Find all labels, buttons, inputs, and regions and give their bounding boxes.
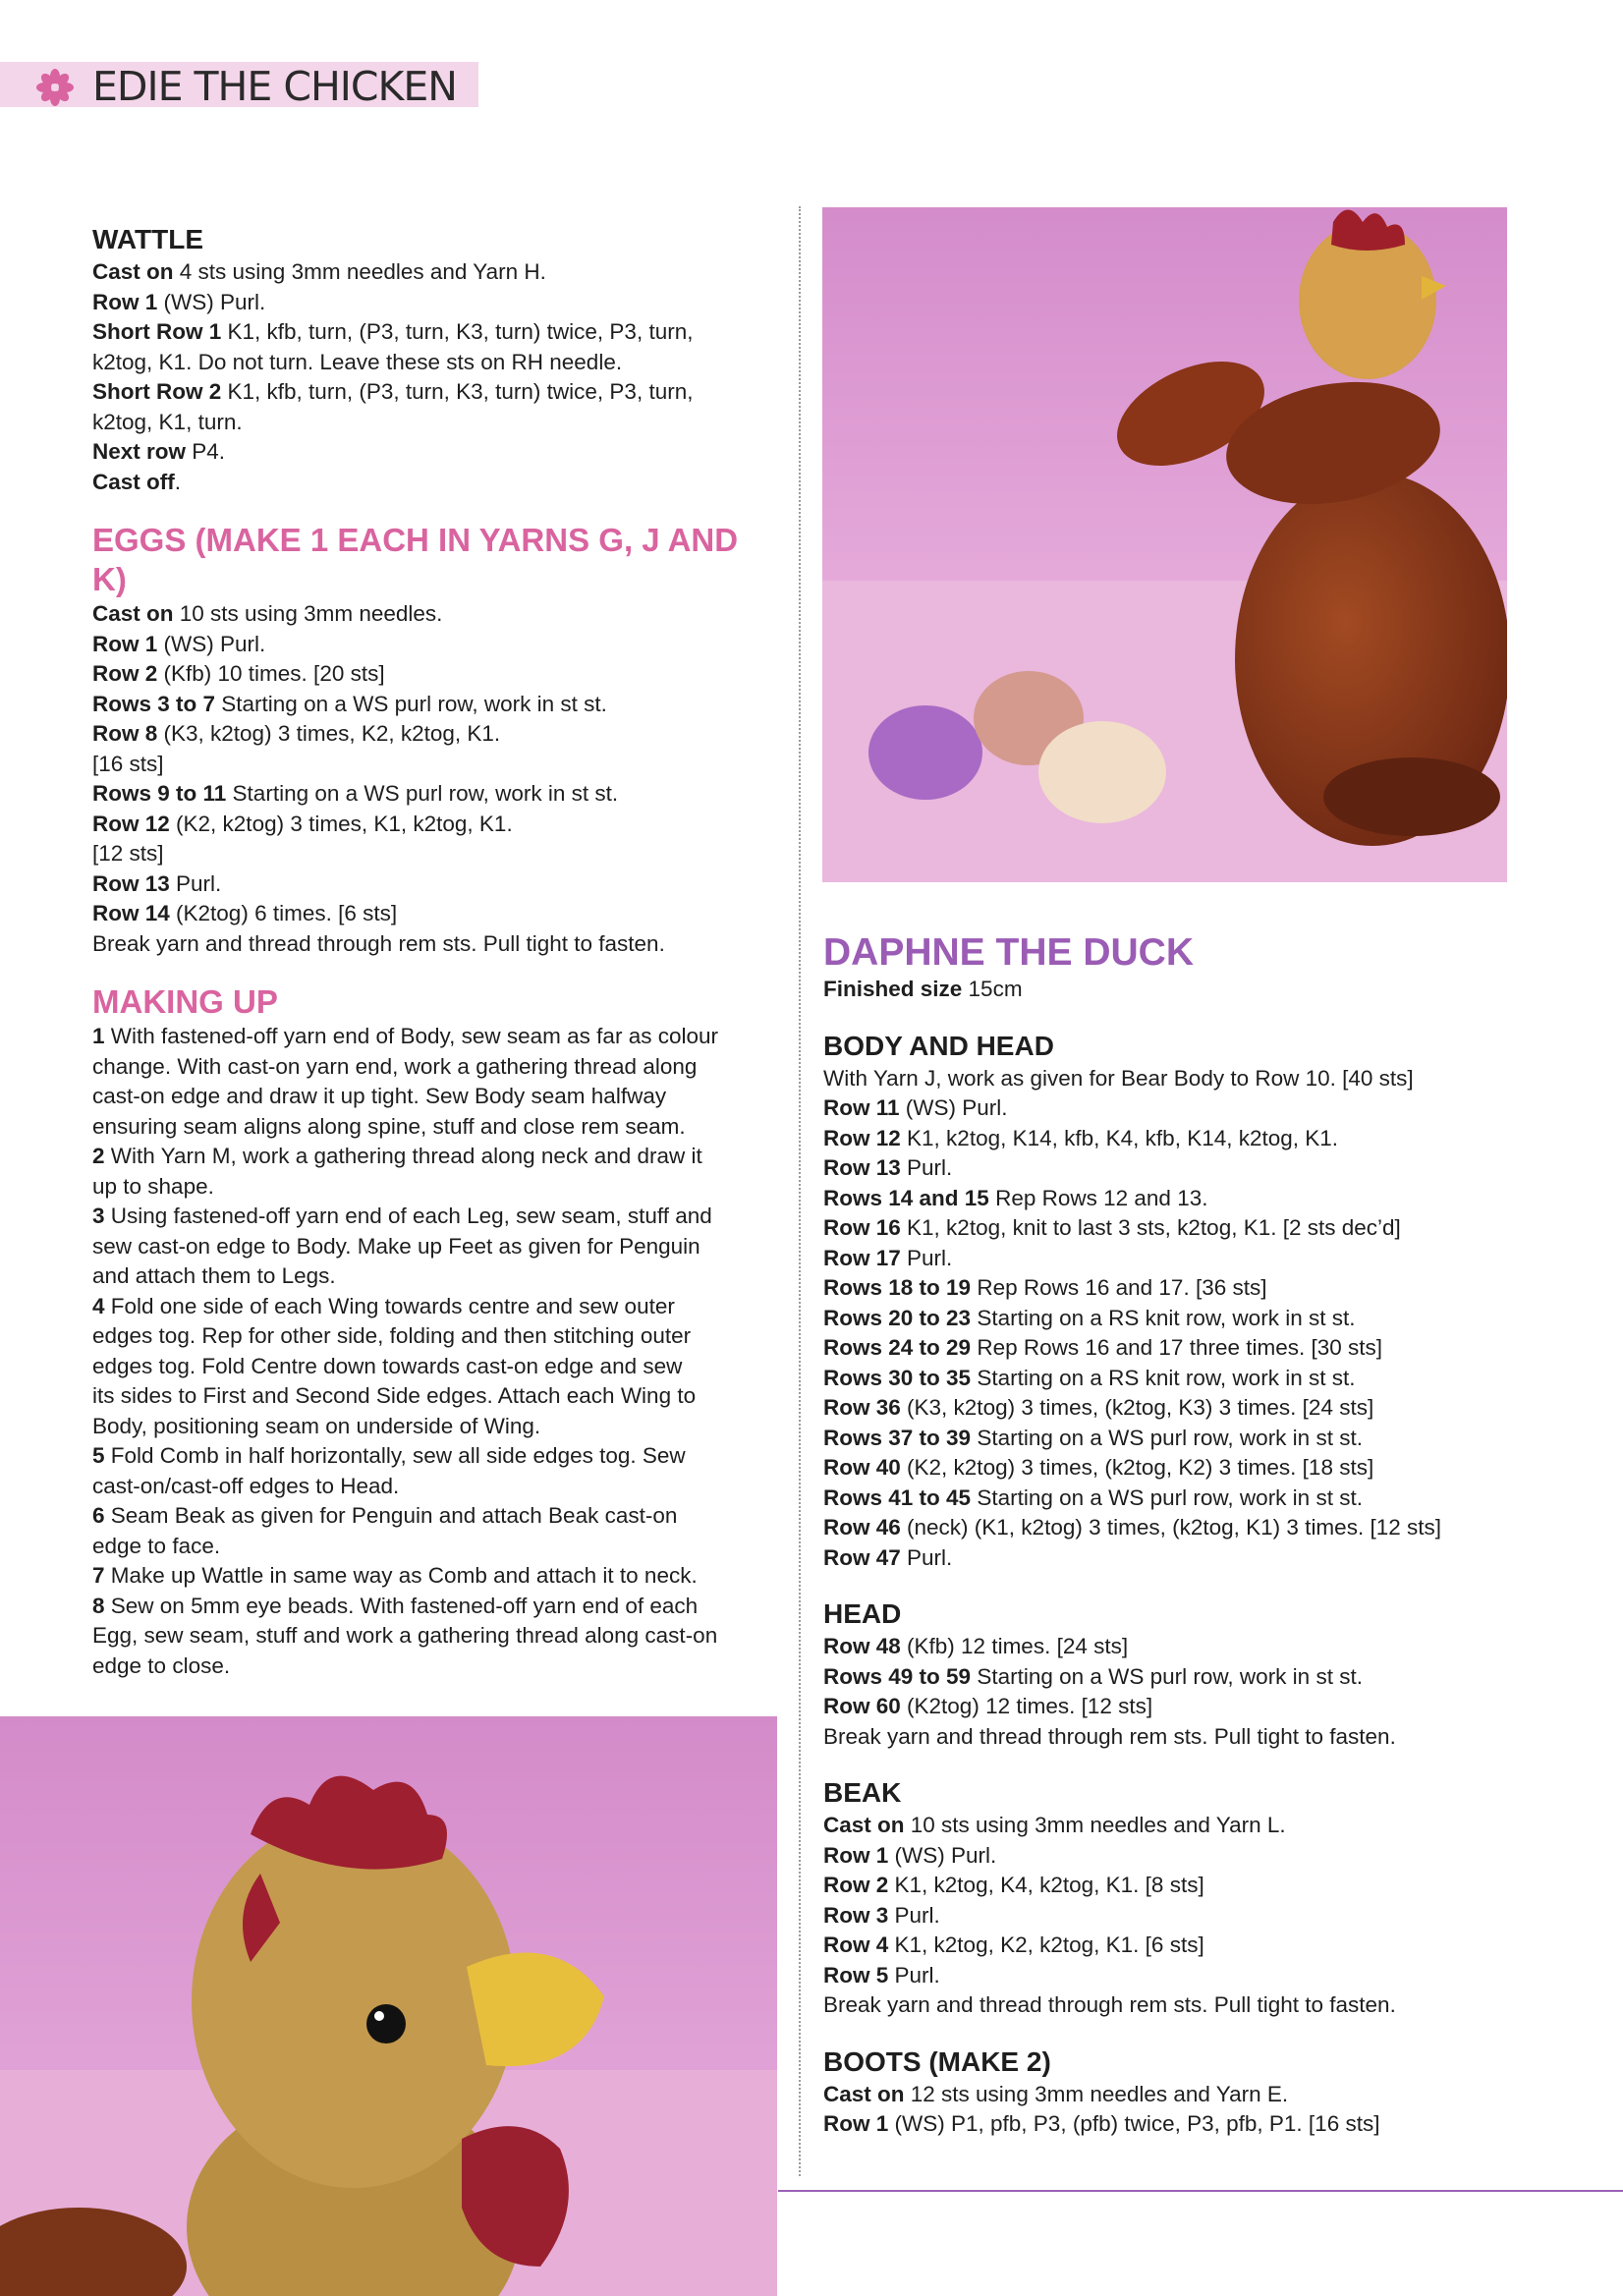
instruction-line: Break yarn and thread through rem sts. Pull tight to fasten. <box>823 1723 1396 1749</box>
instruction-line: 4 Fold one side of each Wing towards centre and sew outer <box>92 1293 675 1318</box>
flower-icon <box>35 68 75 107</box>
instruction-line: edge to close. <box>92 1652 231 1678</box>
instruction-line: Rows 30 to 35 Starting on a RS knit row, work in st st. <box>823 1365 1356 1390</box>
instruction-line: Row 2 (Kfb) 10 times. [20 sts] <box>92 661 385 686</box>
eggs-instructions <box>92 599 780 959</box>
instruction-line: Break yarn and thread through rem sts. Pull tight to fasten. <box>823 1992 1396 2017</box>
right-column <box>823 931 1511 2140</box>
head-instructions <box>823 1632 1511 1752</box>
column-divider <box>799 206 801 2176</box>
instruction-line: Row 12 K1, k2tog, K14, kfb, K4, kfb, K14, k2tog, K1. <box>823 1125 1339 1150</box>
instruction-line: [16 sts] <box>92 751 164 776</box>
instruction-line: 5 Fold Comb in half horizontally, sew all side edges tog. Sew <box>92 1443 686 1468</box>
instruction-line: Next row P4. <box>92 439 226 464</box>
instruction-line: Row 1 (WS) Purl. <box>92 289 266 314</box>
instruction-line: Row 1 (WS) P1, pfb, P3, (pfb) twice, P3, pfb, P1. [16 sts] <box>823 2111 1380 2136</box>
instruction-line: 2 With Yarn M, work a gathering thread along neck and draw it <box>92 1144 702 1168</box>
duck-title: DAPHNE THE DUCK <box>823 931 1195 974</box>
instruction-line: Rows 3 to 7 Starting on a WS purl row, work in st st. <box>92 691 607 716</box>
instruction-line: Row 47 Purl. <box>823 1544 953 1570</box>
page-header <box>0 62 478 110</box>
chicken-closeup-photo <box>0 1716 777 2296</box>
instruction-line: Row 46 (neck) (K1, k2tog) 3 times, (k2tog, K1) 3 times. [12 sts] <box>823 1515 1441 1540</box>
instruction-line: edges tog. Rep for other side, folding and then stitching outer <box>92 1323 692 1348</box>
wattle-heading: WATTLE <box>92 224 204 254</box>
instruction-line: 7 Make up Wattle in same way as Comb and attach it to neck. <box>92 1563 698 1588</box>
instruction-line: and attach them to Legs. <box>92 1263 336 1288</box>
instruction-line: With Yarn J, work as given for Bear Body to Row 10. [40 sts] <box>823 1065 1414 1091</box>
instruction-line: Row 2 K1, k2tog, K4, k2tog, K1. [8 sts] <box>823 1873 1204 1897</box>
instruction-line: 3 Using fastened-off yarn end of each Leg, sew seam, stuff and <box>92 1204 712 1228</box>
instruction-line: Rows 41 to 45 Starting on a WS purl row, work in st st. <box>823 1484 1363 1510</box>
instruction-line: up to shape. <box>92 1173 214 1199</box>
bottom-rule <box>778 2190 1623 2192</box>
instruction-line: Row 60 (K2tog) 12 times. [12 sts] <box>823 1694 1153 1718</box>
beak-instructions <box>823 1811 1511 2021</box>
instruction-line: its sides to First and Second Side edges. Attach each Wing to <box>92 1383 697 1408</box>
instruction-line: Rows 18 to 19 Rep Rows 16 and 17. [36 sts] <box>823 1275 1267 1300</box>
instruction-line: edges tog. Fold Centre down towards cast-on edge and sew <box>92 1353 683 1378</box>
instruction-line: Egg, sew seam, stuff and work a gathering thread along cast-on <box>92 1623 718 1648</box>
instruction-line: Row 4 K1, k2tog, K2, k2tog, K1. [6 sts] <box>823 1932 1204 1957</box>
boots-instructions <box>823 2080 1511 2140</box>
instruction-line: Cast on 10 sts using 3mm needles. <box>92 601 443 626</box>
instruction-line: Cast on 10 sts using 3mm needles and Yarn L. <box>823 1813 1286 1837</box>
eggs-heading: EGGS (MAKE 1 EACH IN YARNS G, J AND K) <box>92 522 739 597</box>
instruction-line: Rows 37 to 39 Starting on a WS purl row, work in st st. <box>823 1425 1363 1450</box>
instruction-line: k2tog, K1, turn. <box>92 409 243 434</box>
body-head-instructions <box>823 1064 1511 1574</box>
instruction-line: Row 36 (K3, k2tog) 3 times, (k2tog, K3) 3 times. [24 sts] <box>823 1395 1374 1420</box>
instruction-line: Row 17 Purl. <box>823 1245 953 1270</box>
head-heading: HEAD <box>823 1598 902 1629</box>
making-up-instructions <box>92 1022 780 1681</box>
instruction-line: ensuring seam aligns along spine, stuff and close rem seam. <box>92 1113 686 1139</box>
instruction-line: Row 12 (K2, k2tog) 3 times, K1, k2tog, K1. <box>92 811 513 836</box>
instruction-line: 1 With fastened-off yarn end of Body, sew seam as far as colour <box>92 1024 718 1048</box>
instruction-line: 8 Sew on 5mm eye beads. With fastened-off yarn end of each <box>92 1593 699 1618</box>
instruction-line: Row 5 Purl. <box>823 1962 940 1988</box>
beak-heading: BEAK <box>823 1777 902 1808</box>
finished-size: Finished size 15cm <box>823 977 1023 1001</box>
instruction-line: Row 13 Purl. <box>823 1155 953 1180</box>
body-head-heading: BODY AND HEAD <box>823 1030 1054 1061</box>
instruction-line: [12 sts] <box>92 841 164 866</box>
page-title: EDIE THE CHICKEN <box>92 63 457 110</box>
boots-heading: BOOTS (MAKE 2) <box>823 2045 1051 2077</box>
instruction-line: Break yarn and thread through rem sts. Pull tight to fasten. <box>92 930 665 956</box>
instruction-line: 6 Seam Beak as given for Penguin and attach Beak cast-on <box>92 1503 678 1528</box>
instruction-line: Row 48 (Kfb) 12 times. [24 sts] <box>823 1634 1129 1658</box>
instruction-line: Row 16 K1, k2tog, knit to last 3 sts, k2tog, K1. [2 sts dec’d] <box>823 1215 1401 1240</box>
instruction-line: Row 3 Purl. <box>823 1902 940 1928</box>
instruction-line: Row 14 (K2tog) 6 times. [6 sts] <box>92 901 398 925</box>
instruction-line: Row 11 (WS) Purl. <box>823 1095 1008 1120</box>
instruction-line: Body, positioning seam on underside of Wing. <box>92 1413 541 1438</box>
instruction-line: Rows 14 and 15 Rep Rows 12 and 13. <box>823 1185 1208 1210</box>
instruction-line: Rows 24 to 29 Rep Rows 16 and 17 three times. [30 sts] <box>823 1335 1383 1360</box>
instruction-line: Rows 9 to 11 Starting on a WS purl row, work in st st. <box>92 781 619 806</box>
instruction-line: Row 13 Purl. <box>92 870 222 896</box>
wattle-instructions <box>92 257 780 497</box>
instruction-line: k2tog, K1. Do not turn. Leave these sts on RH needle. <box>92 349 623 374</box>
instruction-line: Short Row 1 K1, kfb, turn, (P3, turn, K3, turn) twice, P3, turn, <box>92 319 694 344</box>
instruction-line: cast-on/cast-off edges to Head. <box>92 1473 400 1498</box>
making-up-heading: MAKING UP <box>92 983 278 1020</box>
chicken-eggs-photo <box>822 207 1507 882</box>
instruction-line: edge to face. <box>92 1533 221 1558</box>
instruction-line: Row 1 (WS) Purl. <box>823 1842 997 1868</box>
instruction-line: Row 40 (K2, k2tog) 3 times, (k2tog, K2) 3 times. [18 sts] <box>823 1455 1374 1480</box>
instruction-line: Cast on 4 sts using 3mm needles and Yarn H. <box>92 259 546 284</box>
instruction-line: Cast off. <box>92 469 182 494</box>
instruction-line: Cast on 12 sts using 3mm needles and Yarn E. <box>823 2081 1289 2106</box>
instruction-line: Row 8 (K3, k2tog) 3 times, K2, k2tog, K1. <box>92 721 501 746</box>
instruction-line: change. With cast-on yarn end, work a gathering thread along <box>92 1053 698 1079</box>
left-column <box>92 222 780 1681</box>
instruction-line: Short Row 2 K1, kfb, turn, (P3, turn, K3, turn) twice, P3, turn, <box>92 379 694 404</box>
instruction-line: Row 1 (WS) Purl. <box>92 631 266 656</box>
instruction-line: sew cast-on edge to Body. Make up Feet as given for Penguin <box>92 1233 700 1259</box>
instruction-line: cast-on edge and draw it up tight. Sew Body seam halfway <box>92 1084 667 1108</box>
instruction-line: Rows 20 to 23 Starting on a RS knit row, work in st st. <box>823 1305 1356 1330</box>
instruction-line: Rows 49 to 59 Starting on a WS purl row, work in st st. <box>823 1663 1363 1689</box>
